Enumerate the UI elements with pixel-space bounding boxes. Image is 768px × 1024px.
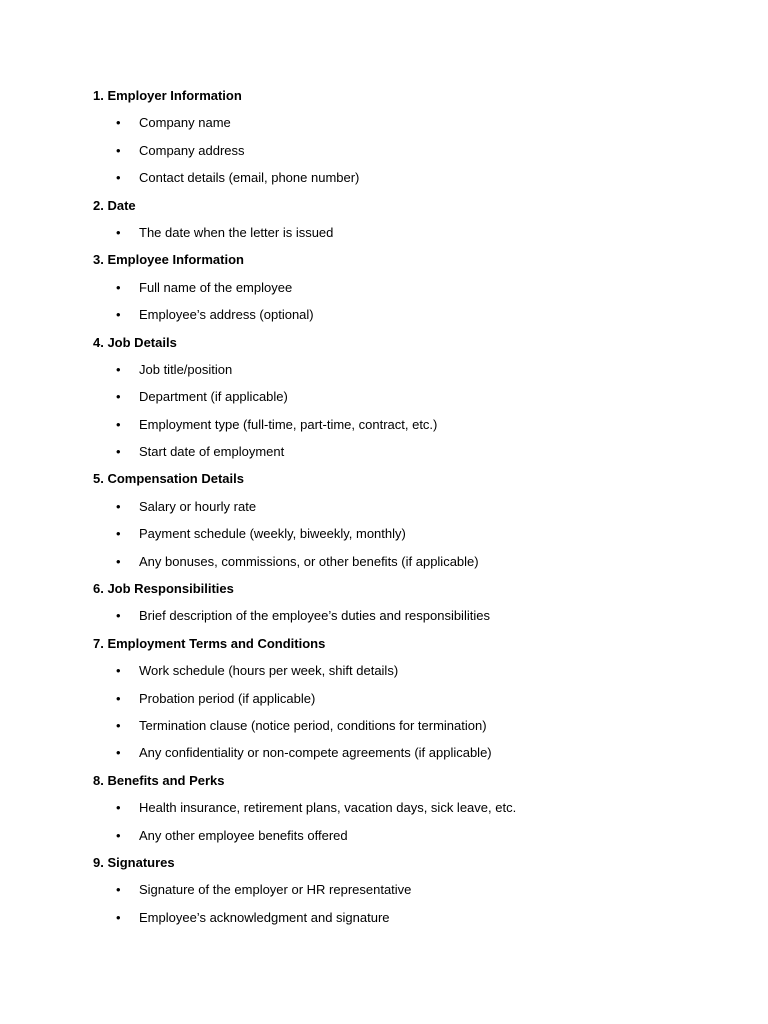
- list-item-text: Company address: [139, 142, 245, 158]
- list-item: [93, 223, 713, 242]
- list-item-text: Signature of the employer or HR representative: [139, 882, 412, 898]
- list-item: [93, 387, 713, 406]
- bullet-list: [93, 880, 713, 926]
- list-item-text: Contact details (email, phone number): [139, 170, 360, 186]
- list-item-text: Job title/position: [139, 361, 233, 377]
- bullet-list: [93, 360, 713, 461]
- list-item-text: Employment type (full-time, part-time, contract, etc.): [139, 416, 438, 432]
- section-heading: 1. Employer Information: [93, 88, 242, 103]
- bullet-icon: •: [116, 361, 121, 377]
- list-item-text: Probation period (if applicable): [139, 690, 316, 706]
- section-heading: 3. Employee Information: [93, 252, 244, 268]
- bullet-list: [93, 661, 713, 762]
- bullet-icon: •: [116, 827, 121, 843]
- bullet-icon: •: [116, 389, 121, 405]
- bullet-icon: •: [116, 717, 121, 733]
- list-item: [93, 826, 713, 845]
- bullet-icon: •: [116, 690, 121, 706]
- section-heading: 4. Job Details: [93, 334, 177, 350]
- list-item: [93, 716, 713, 735]
- bullet-icon: •: [116, 142, 121, 158]
- bullet-icon: •: [116, 608, 121, 624]
- list-item: [93, 880, 713, 899]
- bullet-icon: •: [116, 663, 121, 679]
- list-item: [93, 552, 713, 571]
- list-item-text: Employee’s acknowledgment and signature: [139, 909, 390, 925]
- bullet-icon: •: [116, 224, 121, 240]
- list-item: [93, 305, 713, 324]
- list-item: [93, 661, 713, 680]
- section-heading: 9. Signatures: [93, 854, 175, 870]
- bullet-icon: •: [116, 745, 121, 761]
- list-item-text: Health insurance, retirement plans, vacation days, sick leave, etc.: [139, 800, 517, 816]
- bullet-icon: •: [116, 526, 121, 542]
- section-heading: 6. Job Responsibilities: [93, 581, 234, 597]
- list-item: [93, 415, 713, 434]
- list-item-text: Any other employee benefits offered: [139, 827, 348, 843]
- list-item: [93, 606, 713, 625]
- bullet-icon: •: [116, 909, 121, 925]
- bullet-icon: •: [116, 115, 121, 131]
- list-item-text: Termination clause (notice period, conditions for termination): [139, 717, 487, 733]
- bullet-icon: •: [116, 170, 121, 186]
- list-item-text: Salary or hourly rate: [139, 498, 257, 514]
- bullet-list: [93, 278, 713, 324]
- bullet-list: [93, 798, 713, 844]
- list-item-text: Start date of employment: [139, 444, 285, 460]
- bullet-icon: •: [116, 553, 121, 569]
- bullet-icon: •: [116, 882, 121, 898]
- bullet-list: [93, 497, 713, 571]
- list-item: [93, 360, 713, 379]
- list-item: [93, 113, 713, 132]
- bullet-icon: •: [116, 307, 121, 323]
- list-item: [93, 743, 713, 762]
- section-heading: 5. Compensation Details: [93, 471, 244, 487]
- section-heading: 8. Benefits and Perks: [93, 772, 225, 788]
- section-heading: 7. Employment Terms and Conditions: [93, 635, 326, 651]
- list-item-text: The date when the letter is issued: [139, 224, 334, 240]
- list-item: [93, 278, 713, 297]
- list-item-text: Employee’s address (optional): [139, 307, 314, 323]
- list-item: [93, 689, 713, 708]
- list-item: [93, 798, 713, 817]
- list-item-text: Payment schedule (weekly, biweekly, monthly): [139, 526, 406, 542]
- bullet-list: [93, 606, 713, 625]
- bullet-icon: •: [116, 444, 121, 460]
- bullet-icon: •: [116, 279, 121, 295]
- list-item-text: Any bonuses, commissions, or other benefits (if applicable): [139, 553, 479, 569]
- list-item-text: Brief description of the employee’s duties and responsibilities: [139, 608, 490, 624]
- document-body: [93, 86, 713, 935]
- bullet-list: [93, 113, 713, 187]
- bullet-icon: •: [116, 498, 121, 514]
- bullet-icon: •: [116, 800, 121, 816]
- list-item: [93, 168, 713, 187]
- list-item-text: Full name of the employee: [139, 279, 293, 295]
- bullet-icon: •: [116, 416, 121, 432]
- list-item: [93, 442, 713, 461]
- list-item-text: Department (if applicable): [139, 389, 288, 405]
- list-item-text: Work schedule (hours per week, shift details): [139, 663, 399, 679]
- list-item-text: Company name: [139, 115, 231, 131]
- list-item: [93, 524, 713, 543]
- section-heading: 2. Date: [93, 197, 136, 213]
- list-item: [93, 908, 713, 927]
- bullet-list: [93, 223, 713, 242]
- list-item: [93, 141, 713, 160]
- list-item-text: Any confidentiality or non-compete agreements (if applicable): [139, 745, 492, 761]
- list-item: [93, 497, 713, 516]
